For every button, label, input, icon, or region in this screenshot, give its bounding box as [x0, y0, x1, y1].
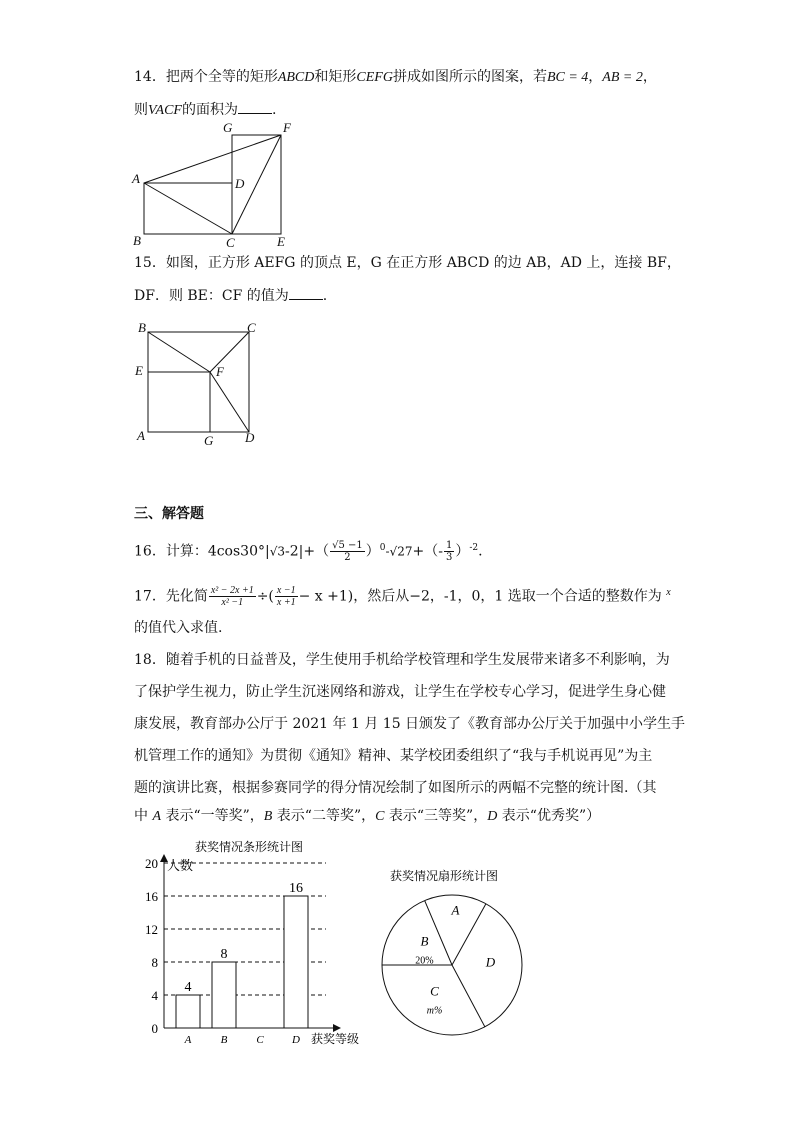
q14-separator: ， — [588, 69, 603, 85]
q18-line: 机管理工作的通知》为贯彻《通知》精神、某学校团委组织了“我与手机说再见”为主 — [134, 748, 653, 764]
rect-cefg: CEFG — [356, 70, 393, 85]
answer-blank[interactable] — [238, 99, 272, 114]
q18-text: 表示“二等奖”， — [272, 808, 376, 824]
q14-number: 14． — [134, 69, 166, 85]
label-e: E — [277, 234, 285, 249]
fraction-denominator: 3 — [445, 552, 453, 564]
q16-fraction2 — [444, 540, 454, 563]
label-d: D — [245, 430, 255, 445]
bar-chart-ylabel: 人数 — [167, 858, 194, 873]
q15-line2 — [134, 285, 327, 306]
q16-exponent: 0 — [379, 543, 386, 553]
label-g: G — [204, 433, 214, 448]
fraction-numerator: x² − 2x +1 — [210, 585, 254, 597]
letter-a: A — [152, 809, 162, 824]
condition-bc: BC = 4 — [546, 70, 589, 85]
q14-text: 的面积为 — [181, 102, 238, 118]
slice-percent-c: m% — [426, 1005, 443, 1017]
q14-punct: . — [271, 102, 277, 118]
slice-label-d: D — [485, 954, 496, 970]
q16-sqrt27: √27 — [389, 544, 413, 559]
label-b: B — [138, 320, 146, 335]
x-tick-label: A — [184, 1034, 192, 1046]
fraction-denominator: 2 — [344, 552, 351, 564]
q16-text: ） — [455, 543, 470, 560]
bar-value-label: 4 — [184, 980, 192, 995]
q16-sqrt3: √3 — [269, 544, 285, 559]
q16-text: +（- — [412, 543, 443, 560]
label-e: E — [135, 363, 143, 378]
q14-text: 则 — [134, 102, 148, 118]
segment-df — [210, 372, 249, 432]
y-tick-label: 16 — [145, 889, 158, 904]
q17-fraction2 — [275, 585, 298, 608]
label-f: F — [216, 364, 224, 379]
bar-d — [284, 896, 308, 1028]
label-b: B — [133, 233, 141, 248]
x-tick-label: D — [292, 1034, 300, 1046]
y-tick-label: 8 — [151, 955, 158, 970]
pie-chart-title: 获奖情况扇形统计图 — [390, 869, 499, 883]
slice-label-a: A — [451, 902, 460, 918]
letter-d: D — [487, 809, 498, 824]
y-tick-label: 0 — [151, 1021, 158, 1036]
bar-value-label: 16 — [289, 881, 303, 896]
q18-text: 表示“一等奖”， — [161, 808, 264, 824]
square-aefg-shape — [148, 372, 210, 432]
label-f: F — [283, 120, 291, 135]
q14-text: 把两个全等的矩形 — [165, 69, 278, 85]
q16-punct: . — [478, 543, 483, 560]
fraction-denominator: x² −1 — [221, 597, 244, 609]
slice-percent-b: 20% — [415, 955, 434, 967]
q17-text: 17．先化简 — [134, 588, 208, 605]
q17-variable: x — [666, 587, 671, 598]
q18-line: 康发展，教育部办公厅于 2021 年 1 月 15 日颁发了《教育部办公厅关于加强中小学生手 — [134, 716, 686, 732]
segment-ac — [144, 183, 232, 234]
q17-line1 — [134, 583, 671, 608]
q14-text: 拼成如图所示的图案，若 — [392, 69, 547, 85]
rect-abcd: ABCD — [277, 70, 315, 85]
fraction-numerator: x −1 — [276, 585, 296, 597]
fraction-numerator: 1 — [445, 540, 453, 552]
segment-bf — [148, 332, 210, 372]
q14-figure — [128, 118, 298, 250]
q16-line — [134, 538, 483, 563]
bar-chart-title: 获奖情况条形统计图 — [195, 840, 304, 854]
q18-text: 表示“优秀奖”） — [497, 808, 601, 824]
triangle-acf: VACF — [148, 103, 182, 118]
bar-b — [212, 962, 236, 1028]
label-a: A — [132, 171, 140, 186]
y-tick-label: 20 — [145, 856, 158, 871]
answer-blank[interactable] — [289, 285, 323, 300]
q15-line1: 15．如图，正方形 AEFG 的顶点 E，G 在正方形 ABCD 的边 AB，AD 上，连接 BF， — [134, 255, 681, 271]
letter-b: B — [263, 809, 273, 824]
q16-text: -2|+（ — [285, 543, 330, 560]
q18-line: 了保护学生视力，防止学生沉迷网络和游戏，让学生在学校专心学习，促进学生身心健 — [134, 684, 666, 700]
fraction-denominator: x +1 — [276, 597, 296, 609]
q17-text: − x +1)，然后从−2，-1，0，1 选取一个合适的整数作为 — [298, 588, 662, 605]
q17-line2: 的值代入求值. — [134, 620, 223, 636]
q17-fraction1 — [209, 585, 256, 608]
pie-chart — [370, 862, 540, 1042]
label-a: A — [137, 428, 145, 443]
label-c: C — [247, 320, 256, 335]
label-g: G — [223, 120, 233, 135]
q18-line: 题的演讲比赛，根据参赛同学的得分情况绘制了如图所示的两幅不完整的统计图.（其 — [134, 780, 657, 796]
label-c: C — [226, 235, 235, 250]
q16-exponent: -2 — [469, 543, 479, 553]
q15-punct: . — [322, 288, 328, 304]
letter-c: C — [375, 809, 385, 824]
q16-minus: - — [385, 544, 390, 559]
q16-text: 16．计算：4cos30°| — [134, 543, 270, 560]
q18-line: 18．随着手机的日益普及，学生使用手机给学校管理和学生发展带来诸多不利影响，为 — [134, 652, 670, 668]
q16-fraction — [330, 540, 365, 563]
condition-ab: AB = 2 — [602, 70, 643, 85]
y-tick-label: 4 — [151, 988, 158, 1003]
q14-line1 — [134, 67, 657, 88]
section-title: 三、解答题 — [134, 506, 204, 522]
bar-a — [176, 995, 200, 1028]
slice-label-c: C — [430, 983, 439, 999]
y-tick-label: 12 — [145, 922, 158, 937]
x-tick-label: C — [256, 1034, 264, 1046]
q18-line-last — [134, 806, 600, 827]
q15-figure — [130, 318, 265, 448]
label-d: D — [235, 176, 245, 191]
x-tick-label: B — [220, 1034, 228, 1046]
fraction-numerator: √5 −1 — [332, 540, 363, 552]
q15-text: DF．则 BE：CF 的值为 — [134, 288, 289, 304]
q17-text: ÷( — [256, 588, 274, 605]
q18-text: 表示“三等奖”， — [384, 808, 488, 824]
q14-punct: ， — [642, 69, 657, 85]
bar-value-label: 8 — [220, 947, 228, 962]
q16-text: ） — [365, 543, 380, 560]
slice-label-b: B — [420, 933, 429, 949]
bar-chart-xlabel: 获奖等级 — [311, 1032, 360, 1046]
bar-chart — [140, 835, 370, 1050]
q18-text: 中 — [134, 808, 153, 824]
q14-text: 和矩形 — [314, 69, 357, 85]
